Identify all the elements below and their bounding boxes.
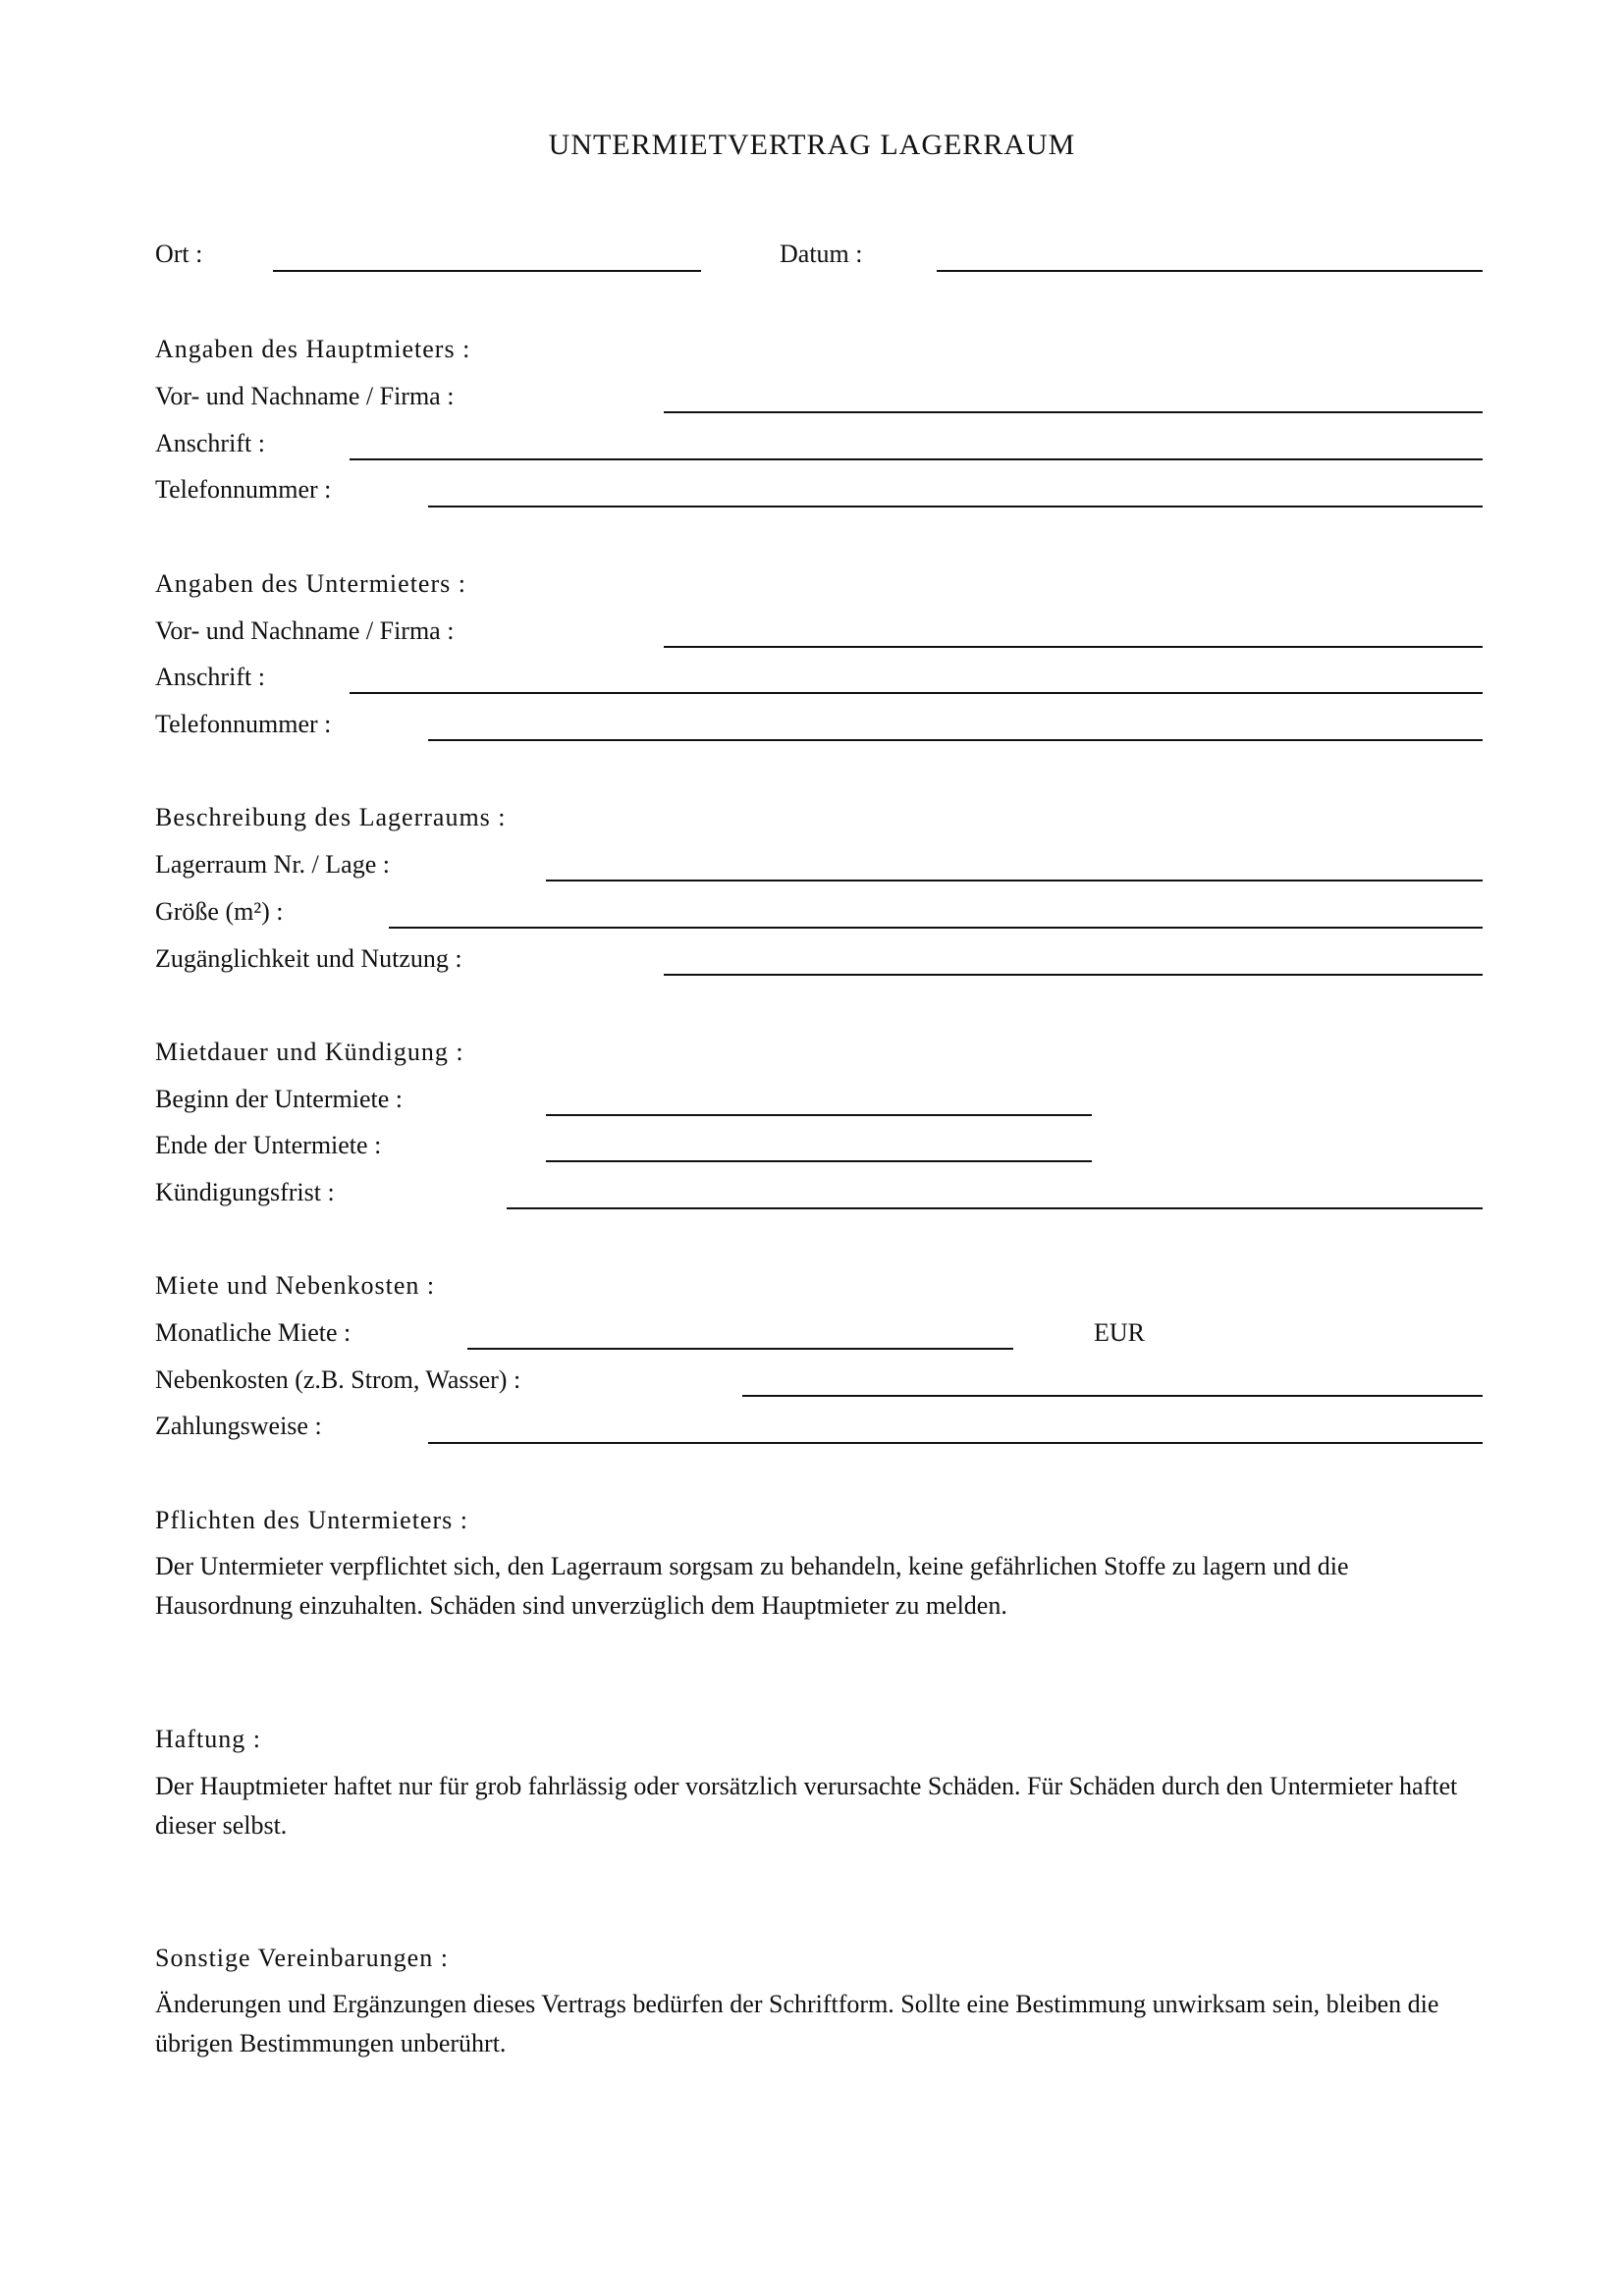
zahlungsweise-field[interactable] <box>428 1442 1483 1444</box>
currency-label: EUR <box>1094 1318 1145 1347</box>
ort-label: Ort : <box>155 240 203 268</box>
miete-heading: Miete und Nebenkosten : <box>155 1271 436 1300</box>
untermieter-heading: Angaben des Untermieters : <box>155 569 466 598</box>
untermieter-telefon-label: Telefonnummer : <box>155 710 332 738</box>
untermieter-name-label: Vor- und Nachname / Firma : <box>155 616 455 645</box>
lagerraum-zugang-label: Zugänglichkeit und Nutzung : <box>155 944 462 973</box>
sonstiges-text: Änderungen und Ergänzungen dieses Vertrags bedürfen der Schriftform. Sollte eine Bestimmung unwirksam sein, bleiben die übrigen Bestimmungen unberührt. <box>155 1990 1439 2057</box>
lagerraum-nr-field[interactable] <box>546 880 1483 881</box>
haftung-text: Der Hauptmieter haftet nur für grob fahrlässig oder vorsätzlich verursachte Schäden. Für Schäden durch den Untermieter haftet dieser selbst. <box>155 1772 1458 1840</box>
monatliche-miete-label: Monatliche Miete : <box>155 1318 352 1347</box>
nebenkosten-field[interactable] <box>742 1395 1483 1397</box>
hauptmieter-name-field[interactable] <box>664 411 1483 413</box>
ort-field[interactable] <box>273 270 701 272</box>
untermieter-name-field[interactable] <box>664 646 1483 648</box>
datum-label: Datum : <box>780 240 863 268</box>
pflichten-heading: Pflichten des Untermieters : <box>155 1506 468 1534</box>
haftung-heading: Haftung : <box>155 1725 261 1753</box>
hauptmieter-telefon-label: Telefonnummer : <box>155 475 332 504</box>
ende-field[interactable] <box>546 1160 1092 1162</box>
lagerraum-nr-label: Lagerraum Nr. / Lage : <box>155 850 390 879</box>
mietdauer-heading: Mietdauer und Kündigung : <box>155 1038 464 1066</box>
untermieter-anschrift-label: Anschrift : <box>155 663 265 691</box>
untermieter-telefon-field[interactable] <box>428 739 1483 741</box>
lagerraum-zugang-field[interactable] <box>664 974 1483 976</box>
ende-label: Ende der Untermiete : <box>155 1131 382 1159</box>
nebenkosten-label: Nebenkosten (z.B. Strom, Wasser) : <box>155 1365 521 1394</box>
untermieter-anschrift-field[interactable] <box>350 692 1483 694</box>
zahlungsweise-label: Zahlungsweise : <box>155 1412 322 1440</box>
pflichten-text: Der Untermieter verpflichtet sich, den Lagerraum sorgsam zu behandeln, keine gefährlichen Stoffe zu lagern und die Hausordnung einzuhalten. Schäden sind unverzüglich dem Hauptmieter zu melden. <box>155 1552 1349 1620</box>
monatliche-miete-field[interactable] <box>467 1348 1013 1350</box>
hauptmieter-anschrift-field[interactable] <box>350 458 1483 460</box>
kuendigungsfrist-label: Kündigungsfrist : <box>155 1178 335 1206</box>
lagerraum-heading: Beschreibung des Lagerraums : <box>155 803 507 831</box>
beginn-label: Beginn der Untermiete : <box>155 1085 403 1113</box>
hauptmieter-heading: Angaben des Hauptmieters : <box>155 335 471 363</box>
datum-field[interactable] <box>937 270 1483 272</box>
hauptmieter-anschrift-label: Anschrift : <box>155 429 265 457</box>
lagerraum-groesse-field[interactable] <box>389 927 1483 929</box>
document-title: UNTERMIETVERTRAG LAGERRAUM <box>548 129 1076 161</box>
hauptmieter-name-label: Vor- und Nachname / Firma : <box>155 382 455 410</box>
hauptmieter-telefon-field[interactable] <box>428 506 1483 507</box>
sonstiges-heading: Sonstige Vereinbarungen : <box>155 1944 449 1972</box>
beginn-field[interactable] <box>546 1114 1092 1116</box>
kuendigungsfrist-field[interactable] <box>507 1207 1483 1209</box>
lagerraum-groesse-label: Größe (m²) : <box>155 897 284 926</box>
